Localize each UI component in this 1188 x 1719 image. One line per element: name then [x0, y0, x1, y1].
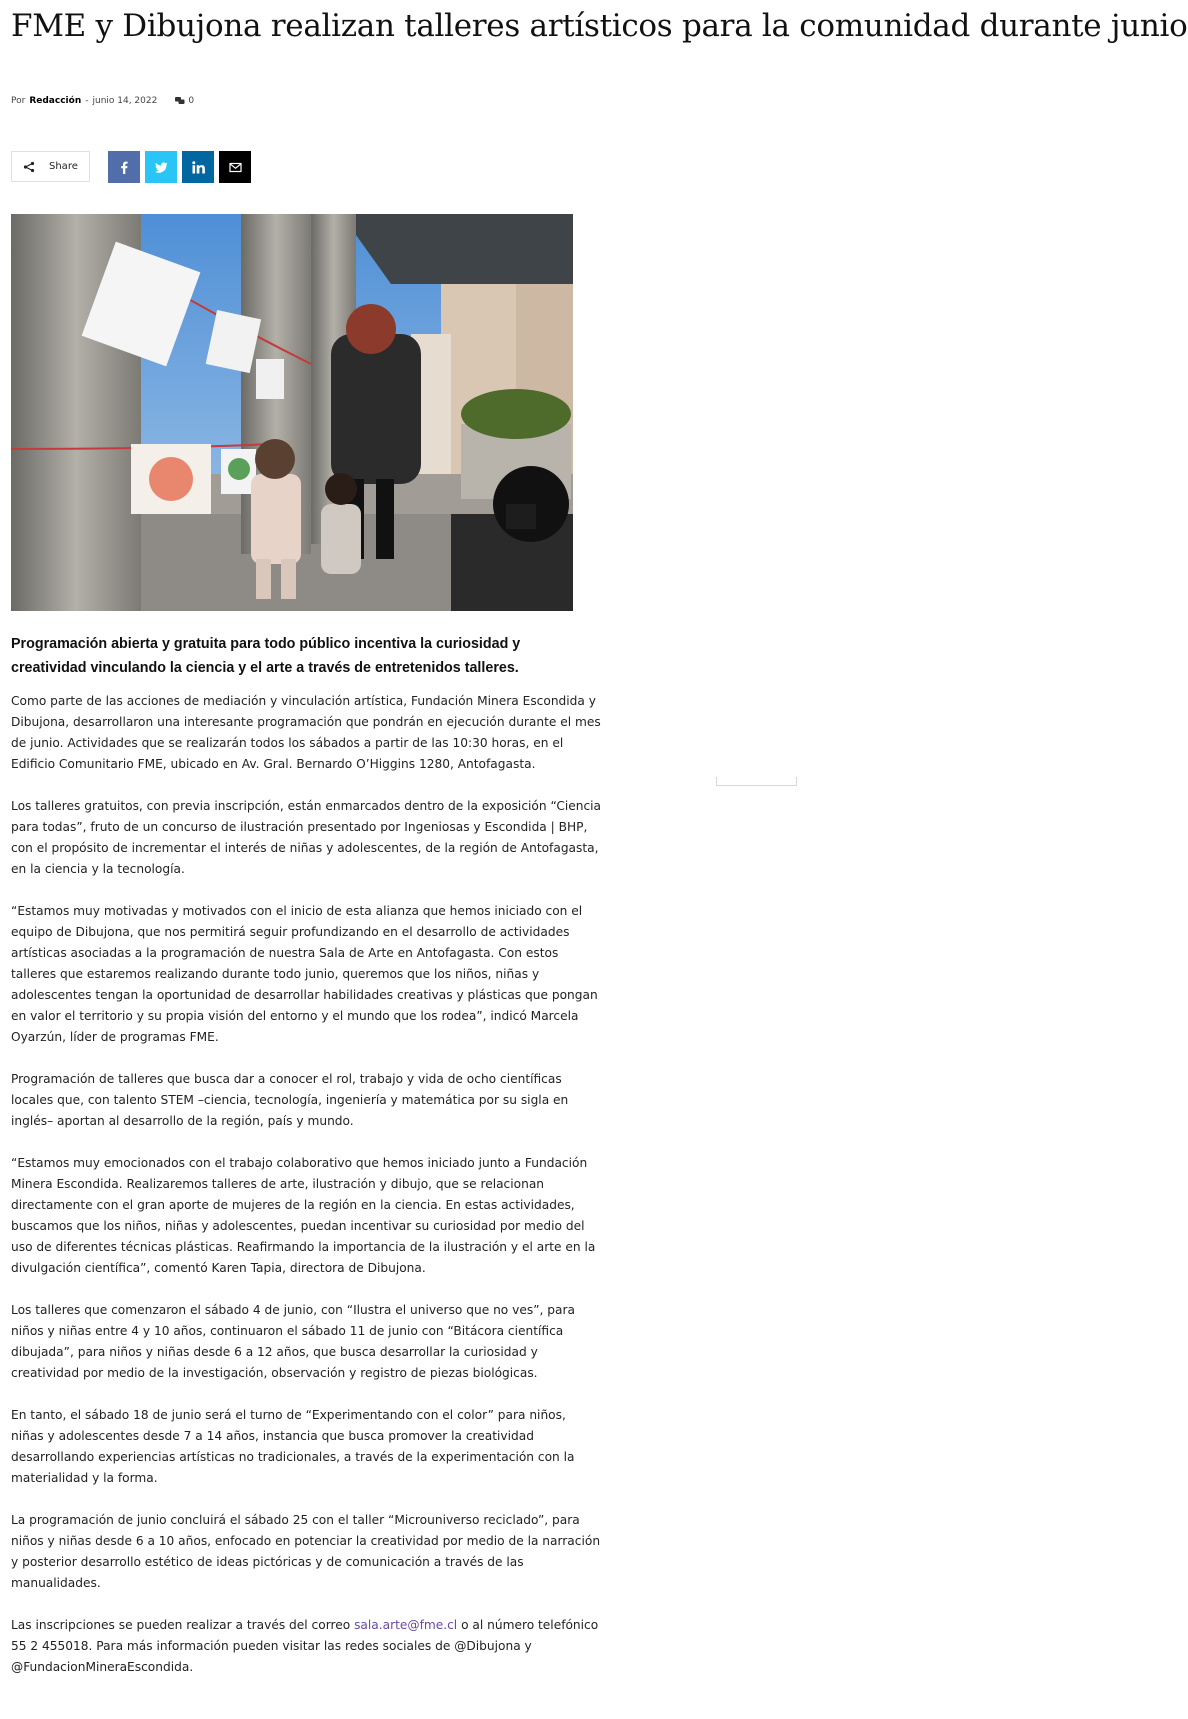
paragraph: “Estamos muy motivadas y motivados con el inicio de esta alianza que hemos iniciado con el equipo de Dibujona, que nos permitirá seguir profundizando en el desarrollo de actividades artísticas asociadas a la programación de nuestra Sala de Arte en Antofagasta. Con estos talleres que estaremos realizando durante todo junio, queremos que los niños, niñas y adolescentes tengan la oportunidad de desarrollar habilidades creativas y plásticas que pongan en valor el territorio y su propia visión del entorno y el mundo que los rodea”, indicó Marcela Oyarzún, líder de programas FME. [11, 904, 598, 1044]
featured-photo [11, 214, 573, 611]
paragraph: Los talleres gratuitos, con previa inscripción, están enmarcados dentro de la exposición “Ciencia para todas”, fruto de un concurso de ilustración presentado por Ingeniosas y Escondida | BHP, con el propósito de incrementar el interés de niñas y adolescentes, de la región de Antofagasta, en la ciencia y la tecnología. [11, 799, 602, 876]
share-button[interactable] [11, 151, 90, 182]
contact-text-after: o al número telefónico 55 2 455018. Para más información pueden visitar las redes sociales de @Dibujona y @FundacionMineraEscondida. [11, 1618, 599, 1674]
meta-separator: - [85, 96, 89, 106]
comments-count: 0 [188, 96, 195, 106]
article-lead: Programación abierta y gratuita para todo público incentiva la curiosidad y creatividad vinculando la ciencia y el arte a través de entretenidos talleres. [11, 636, 521, 676]
paragraph: “Estamos muy emocionados con el trabajo colaborativo que hemos iniciado junto a Fundación Minera Escondida. Realizaremos talleres de arte, ilustración y dibujo, que se relacionan directamente con el gran aporte de mujeres de la región en la ciencia. En estas actividades, buscamos que los niños, niñas y adolescentes, puedan incentivar su curiosidad por medio del uso de diferentes técnicas plásticas. Reafirmando la importancia de la ilustración y el arte en la divulgación científica”, comentó Karen Tapia, directora de Dibujona. [11, 1156, 596, 1275]
facebook-icon [118, 161, 131, 174]
twitter-icon [155, 161, 168, 174]
share-label: Share [49, 161, 78, 172]
workshop-photo-illustration [11, 214, 573, 611]
ad-placeholder [716, 777, 797, 786]
publish-date: junio 14, 2022 [92, 96, 158, 106]
contact-paragraph [11, 1615, 601, 1678]
envelope-icon [229, 161, 242, 174]
twitter-share-button[interactable] [145, 151, 177, 183]
paragraph: Los talleres que comenzaron el sábado 4 de junio, con “Ilustra el universo que no ves”, para niños y niñas entre 4 y 10 años, continuaron el sábado 11 de junio con “Bitácora científica dibujada”, para niños y niñas desde 6 a 12 años, que busca desarrollar la curiosidad y creatividad por medio de la investigación, observación y registro de piezas biológicas. [11, 1303, 575, 1380]
paragraph: En tanto, el sábado 18 de junio será el turno de “Experimentando con el color” para niños, niñas y adolescentes desde 7 a 14 años, instancia que busca promover la creatividad desarrollando experiencias artísticas no tradicionales, a través de la experimentación con la materialidad y la forma. [11, 1408, 575, 1485]
article-body [11, 691, 601, 1699]
comment-icon [175, 97, 185, 105]
paragraph: Programación de talleres que busca dar a conocer el rol, trabajo y vida de ocho científicas locales que, con talento STEM –ciencia, tecnología, ingeniería y matemática por su sigla en inglés– aportan al desarrollo de la región, país y mundo. [11, 1072, 569, 1128]
by-label: Por [11, 96, 26, 106]
article-meta [11, 96, 194, 106]
paragraph: La programación de junio concluirá el sábado 25 con el taller “Microuniverso reciclado”, para niños y niñas desde 6 a 10 años, enfocado en potenciar la creatividad por medio de la narración y posterior desarrollo estético de ideas pictóricas y de comunicación a través de las manualidades. [11, 1513, 601, 1590]
linkedin-icon [192, 161, 205, 174]
email-share-button[interactable] [219, 151, 251, 183]
article-title: FME y Dibujona realizan talleres artísticos para la comunidad durante junio [11, 8, 1188, 44]
contact-text-before: Las inscripciones se pueden realizar a través del correo [11, 1618, 355, 1632]
share-icon [23, 161, 35, 173]
facebook-share-button[interactable] [108, 151, 140, 183]
paragraph: Como parte de las acciones de mediación y vinculación artística, Fundación Minera Escondida y Dibujona, desarrollaron una interesante programación que pondrán en ejecución durante el mes de junio. Actividades que se realizarán todos los sábados a partir de las 10:30 horas, en el Edificio Comunitario FME, ubicado en Av. Gral. Bernardo O’Higgins 1280, Antofagasta. [11, 694, 601, 771]
share-bar [11, 151, 251, 183]
author-link[interactable]: Redacción [29, 96, 82, 106]
comments-link[interactable] [175, 96, 194, 106]
email-link[interactable]: sala.arte@fme.cl [354, 1618, 458, 1632]
linkedin-share-button[interactable] [182, 151, 214, 183]
